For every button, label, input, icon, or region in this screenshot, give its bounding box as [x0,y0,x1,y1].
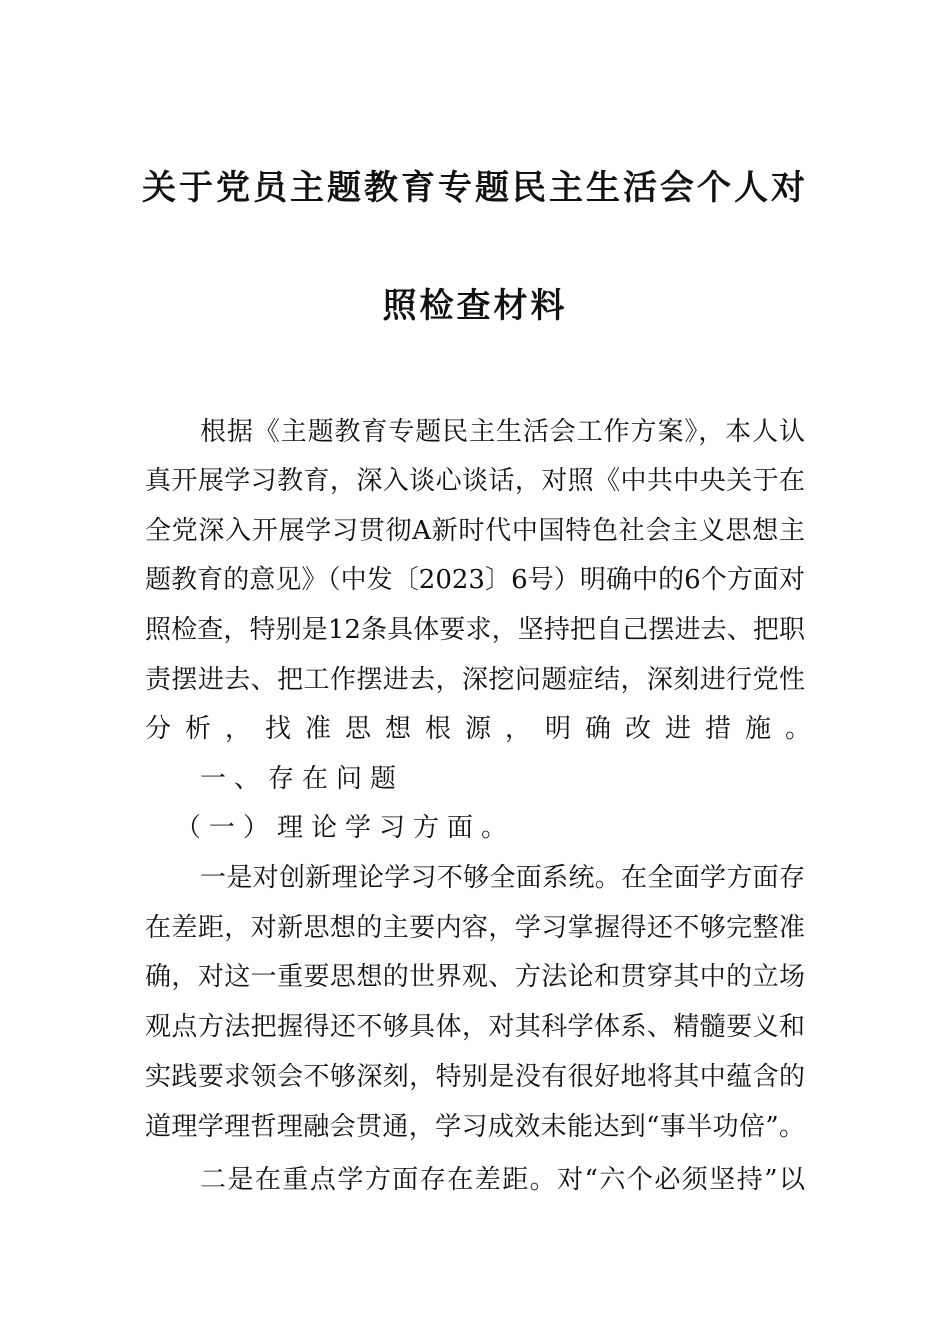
paragraph-line: 实践要求领会不够深刻，特别是没有很好地将其中蕴含的 [145,1062,805,1092]
paragraph-line: 照检查，特别是12条具体要求，坚持把自己摆进去、把职 [145,615,805,645]
paragraph-line: 一是对创新理论学习不够全面系统。在全面学方面存 [200,863,805,893]
paragraph-line: 观点方法把握得还不够具体，对其科学体系、精髓要义和 [145,1012,805,1042]
paragraph-line: 全党深入开展学习贯彻A新时代中国特色社会主义思想主 [145,516,805,546]
subsection-heading: （一）理论学习方面。 [175,813,516,843]
document-title-line-1: 关于党员主题教育专题民主生活会个人对 [142,168,808,208]
paragraph-line: 在差距，对新思想的主要内容，学习掌握得还不够完整准 [145,913,805,943]
paragraph-line: 确，对这一重要思想的世界观、方法论和贯穿其中的立场 [145,962,805,992]
paragraph-line: 题教育的意见》（中发〔2023〕6号）明确中的6个方面对 [145,565,805,595]
paragraph-line: 根据《主题教育专题民主生活会工作方案》，本人认 [200,417,805,447]
section-heading: 一、存在问题 [200,764,405,794]
paragraph-line: 道理学理哲理融会贯通，学习成效未能达到“事半功倍”。 [145,1112,805,1142]
paragraph-line: 真开展学习教育，深入谈心谈话，对照《中共中央关于在 [145,466,805,496]
paragraph-line: 责摆进去、把工作摆进去，深挖问题症结，深刻进行党性 [145,665,805,695]
paragraph-line: 分析，找准思想根源，明确改进措施。 [145,714,826,744]
paragraph-line: 二是在重点学方面存在差距。对“六个必须坚持”以 [200,1165,805,1195]
document-title-line-2: 照检查材料 [382,286,568,326]
